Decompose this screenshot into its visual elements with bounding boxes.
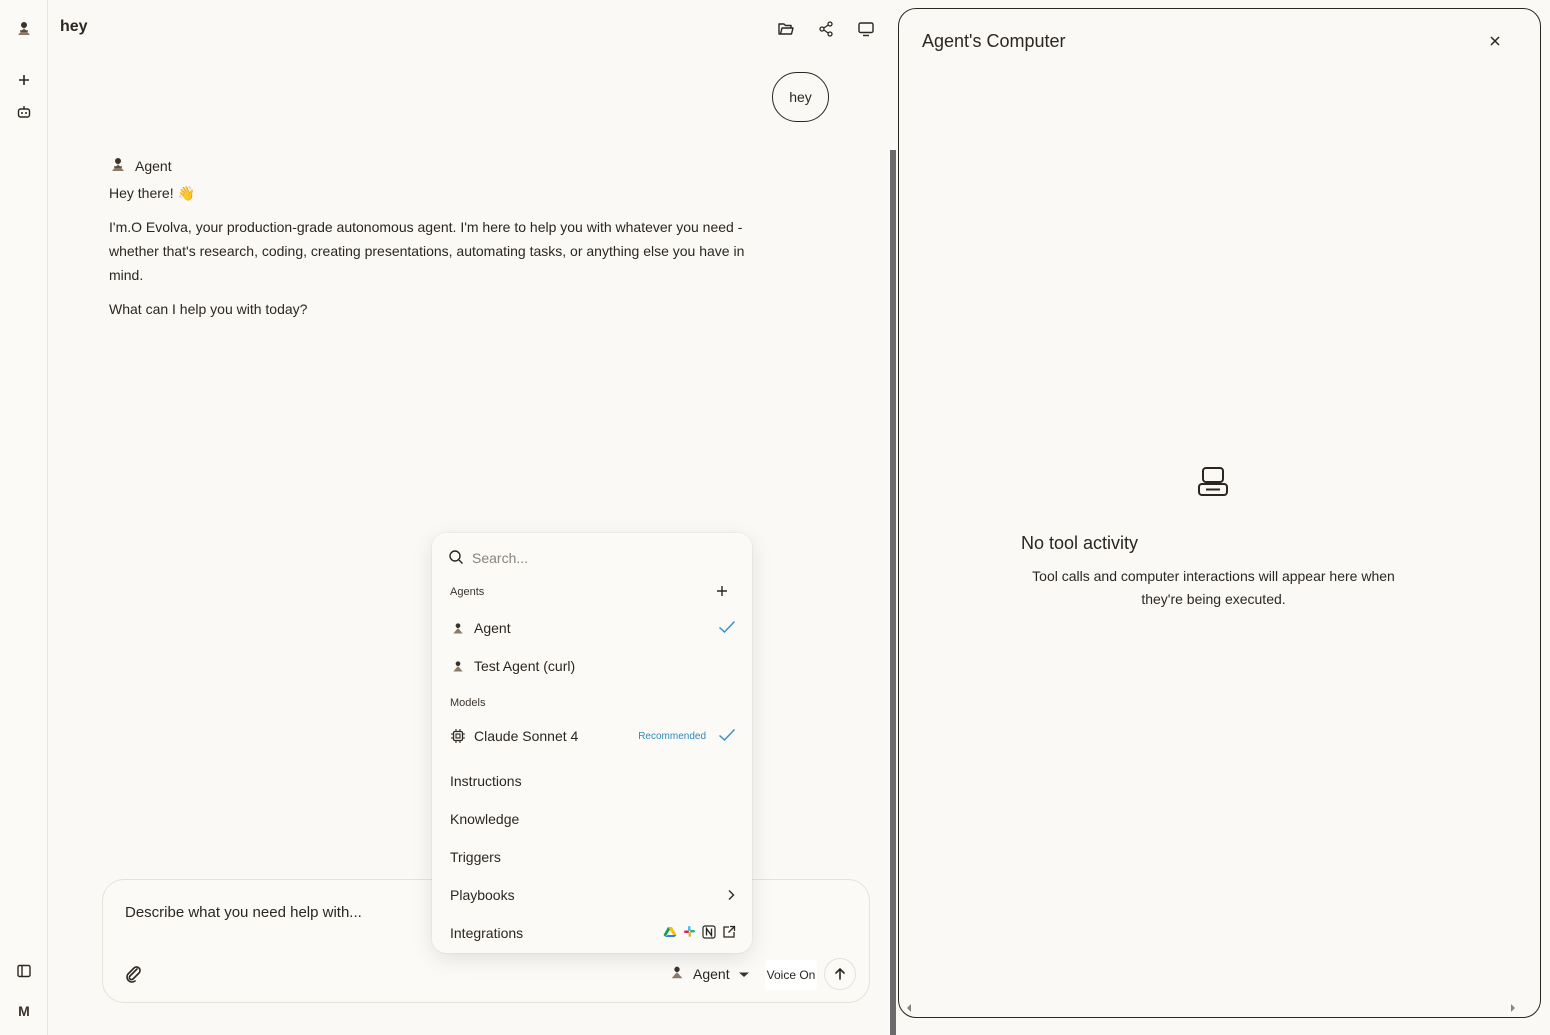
close-icon[interactable] bbox=[1485, 31, 1505, 51]
attach-icon[interactable] bbox=[123, 964, 143, 989]
agent-question: What can I help you with today? bbox=[109, 301, 308, 317]
agent-name: Agent bbox=[135, 157, 172, 174]
model-option-label: Claude Sonnet 4 bbox=[474, 728, 579, 744]
agent-option[interactable] bbox=[450, 613, 736, 643]
recommended-badge: Recommended bbox=[638, 730, 706, 742]
user-avatar[interactable]: M bbox=[18, 1003, 30, 1019]
dropdown-search[interactable] bbox=[448, 543, 738, 573]
share-icon[interactable] bbox=[815, 18, 837, 40]
slack-icon bbox=[683, 925, 696, 941]
agent-selector[interactable] bbox=[669, 964, 750, 983]
panel-title: Agent's Computer bbox=[922, 31, 1066, 51]
agent-greeting: Hey there! 👋 bbox=[109, 185, 195, 201]
search-input[interactable]: Search... bbox=[472, 550, 529, 566]
composer-input[interactable]: Describe what you need help with... bbox=[125, 904, 362, 921]
search-icon bbox=[448, 549, 464, 568]
menu-item-label: Knowledge bbox=[450, 811, 520, 827]
menu-item-label: Instructions bbox=[450, 773, 522, 789]
voice-toggle-button[interactable]: Voice On bbox=[765, 960, 817, 990]
agent-option-label: Agent bbox=[474, 620, 511, 636]
sidebar-toggle-icon[interactable] bbox=[12, 959, 36, 983]
logo-icon[interactable] bbox=[12, 16, 36, 40]
menu-item-playbooks[interactable] bbox=[450, 880, 736, 910]
menu-item-instructions[interactable] bbox=[450, 766, 736, 796]
computer-icon bbox=[1197, 466, 1229, 503]
agents-icon[interactable] bbox=[12, 100, 36, 124]
agent-option-icon bbox=[450, 621, 466, 635]
agent-selector-icon bbox=[669, 964, 685, 983]
menu-item-label: Triggers bbox=[450, 849, 501, 865]
menu-item-label: Playbooks bbox=[450, 887, 515, 903]
agent-option-label: Test Agent (curl) bbox=[474, 658, 576, 674]
agents-computer-panel bbox=[898, 8, 1541, 1018]
user-message-bubble: hey bbox=[772, 72, 829, 122]
check-icon bbox=[718, 620, 736, 637]
agent-model-dropdown bbox=[432, 533, 752, 953]
empty-state-description: Tool calls and computer interactions will appear here when they're being executed. bbox=[1032, 568, 1395, 607]
menu-item-triggers[interactable] bbox=[450, 842, 736, 872]
agent-message-header bbox=[109, 155, 172, 176]
left-rail bbox=[0, 0, 48, 1035]
empty-state-title: No tool activity bbox=[1021, 533, 1139, 553]
agents-section-label: Agents bbox=[450, 586, 485, 598]
google-drive-icon bbox=[663, 925, 677, 941]
check-icon bbox=[718, 728, 736, 745]
chat-title: hey bbox=[60, 18, 88, 35]
models-section-label: Models bbox=[450, 697, 486, 709]
model-option[interactable] bbox=[450, 721, 736, 751]
new-chat-icon[interactable] bbox=[12, 68, 36, 92]
agent-avatar-icon bbox=[109, 155, 127, 176]
agent-selector-label: Agent bbox=[693, 965, 730, 982]
folder-icon[interactable] bbox=[775, 18, 797, 40]
panel-horizontal-scrollbar[interactable] bbox=[905, 1001, 1517, 1015]
agent-option-icon bbox=[450, 659, 466, 673]
chevron-right-icon bbox=[726, 889, 736, 901]
caret-down-icon bbox=[738, 966, 750, 982]
menu-item-knowledge[interactable] bbox=[450, 804, 736, 834]
notion-icon bbox=[702, 925, 716, 942]
computer-view-icon[interactable] bbox=[855, 18, 877, 40]
external-link-icon[interactable] bbox=[722, 925, 736, 942]
menu-item-integrations[interactable] bbox=[450, 918, 736, 948]
agent-option[interactable] bbox=[450, 651, 736, 681]
main-scrollbar[interactable] bbox=[890, 150, 896, 1035]
menu-item-label: Integrations bbox=[450, 925, 524, 941]
add-agent-icon[interactable] bbox=[716, 584, 730, 598]
arrow-up-icon bbox=[833, 967, 847, 981]
cpu-icon bbox=[450, 728, 466, 744]
agent-paragraph: I'm.O Evolva, your production-grade autonomous agent. I'm here to help you with whatever you need - whether that's research, coding, creating presentations, automating tasks, or anything else you have in mind. bbox=[109, 219, 745, 283]
send-button[interactable] bbox=[824, 958, 856, 990]
